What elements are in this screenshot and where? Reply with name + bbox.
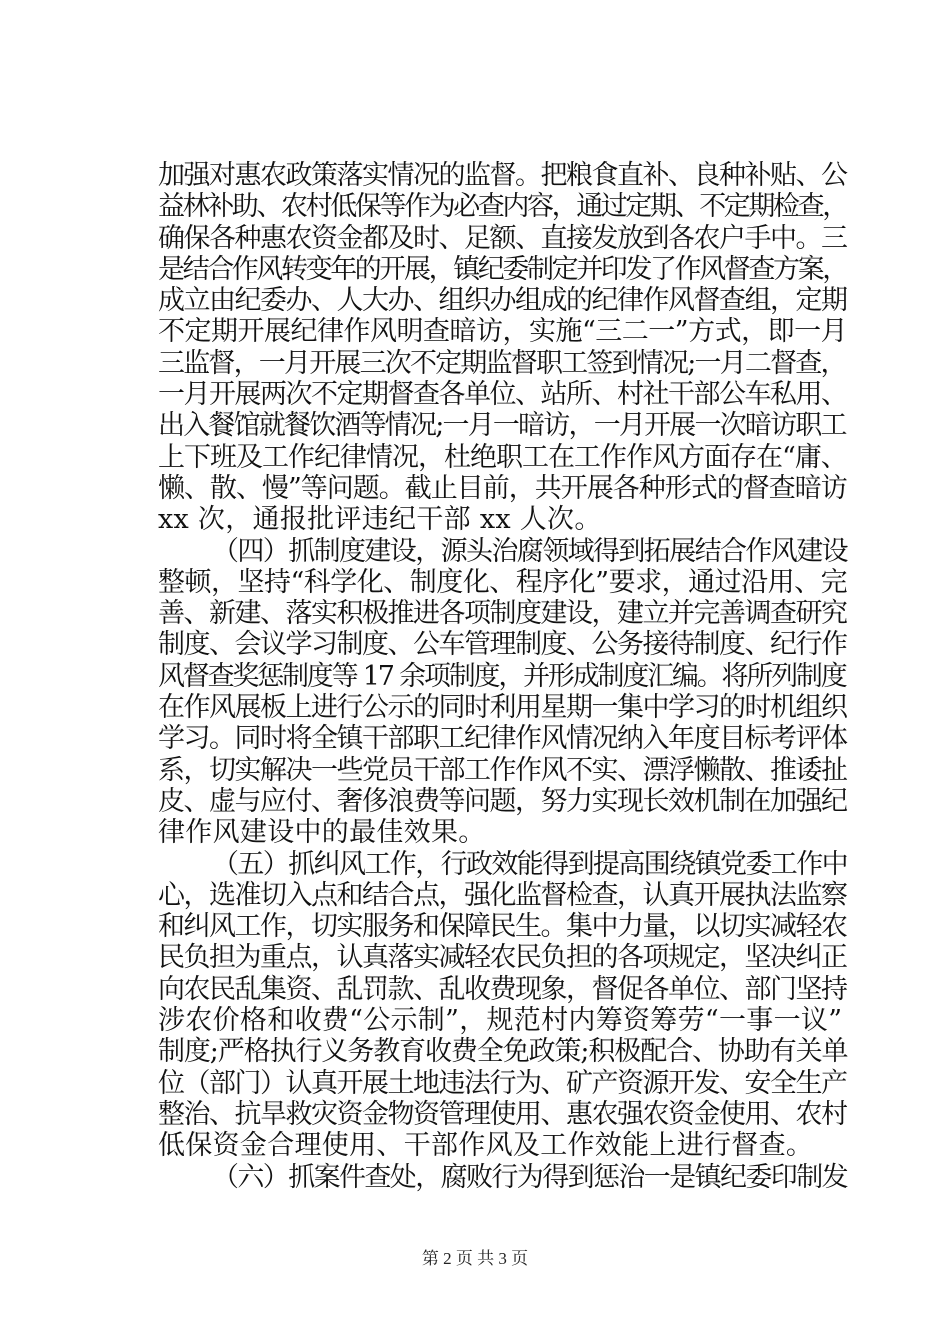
section-heading-line: （四）抓制度建设，源头治腐领域得到拓展结合作风建设 (212, 535, 847, 567)
text-line: 成立由纪委办、人大办、组织办组成的纪律作风督查组，定期 (158, 285, 847, 317)
text-line: 低保资金合理使用、干部作风及工作效能上进行督查。 (158, 1130, 814, 1162)
text-line: 制度、会议学习制度、公车管理制度、公务接待制度、纪行作 (158, 629, 847, 661)
text-line: 三监督，一月开展三次不定期监督职工签到情况;一月二督查， (158, 347, 846, 379)
text-line: 位（部门）认真开展土地违法行为、矿产资源开发、安全生产 (158, 1067, 847, 1099)
section-heading-line: （五）抓纠风工作，行政效能得到提高围绕镇党委工作中 (212, 848, 847, 880)
text-line: 一月开展两次不定期督查各单位、站所、村社干部公车私用、 (158, 379, 847, 411)
page-footer: 第 2 页 共 3 页 (421, 1249, 529, 1268)
text-line: 在作风展板上进行公示的同时利用星期一集中学习的时机组织 (158, 692, 847, 724)
text-line: 上下班及工作纪律情况，杜绝职工在工作作风方面存在“庸、 (158, 441, 847, 473)
text-line: xx 次，通报批评违纪干部 xx 人次。 (158, 504, 602, 536)
text-line: 懒、散、慢”等问题。截止目前，共开展各种形式的督查暗访 (158, 472, 847, 504)
text-line: 皮、虚与应付、奢侈浪费等问题，努力实现长效机制在加强纪 (158, 785, 847, 817)
text-line: 出入餐馆就餐饮酒等情况;一月一暗访，一月开展一次暗访职工 (158, 410, 846, 442)
text-line: 益林补助、农村低保等作为必查内容，通过定期、不定期检查， (158, 191, 847, 223)
text-line: 善、新建、落实积极推进各项制度建设，建立并完善调查研究 (158, 598, 847, 630)
text-line: 涉农价格和收费“公示制”，规范村内筹资筹劳“一事一议” (158, 1005, 843, 1037)
text-line: 向农民乱集资、乱罚款、乱收费现象，督促各单位、部门坚持 (158, 973, 847, 1005)
section-heading-line: （六）抓案件查处，腐败行为得到惩治一是镇纪委印制发 (212, 1161, 847, 1193)
text-line: 不定期开展纪律作风明查暗访，实施“三二一”方式，即一月 (158, 316, 848, 348)
text-line: 制度;严格执行义务教育收费全免政策;积极配合、协助有关单 (158, 1036, 848, 1068)
document-body (158, 160, 848, 1193)
text-line: 整治、抗旱救灾资金物资管理使用、惠农强农资金使用、农村 (158, 1098, 847, 1130)
text-line: 系，切实解决一些党员干部工作作风不实、漂浮懒散、推诿扯 (158, 754, 847, 786)
text-line: 和纠风工作，切实服务和保障民生。集中力量，以切实减轻农 (158, 911, 847, 943)
text-line: 民负担为重点，认真落实减轻农民负担的各项规定，坚决纠正 (158, 942, 847, 974)
text-line: 心，选准切入点和结合点，强化监督检查，认真开展执法监察 (158, 879, 847, 911)
text-line: 风督查奖惩制度等 17 余项制度，并形成制度汇编。将所列制度 (158, 660, 846, 692)
text-line: 是结合作风转变年的开展，镇纪委制定并印发了作风督查方案， (158, 253, 847, 285)
text-line: 加强对惠农政策落实情况的监督。把粮食直补、良种补贴、公 (158, 160, 847, 191)
text-line: 学习。同时将全镇干部职工纪律作风情况纳入年度目标考评体 (158, 723, 847, 755)
text-line: 律作风建设中的最佳效果。 (158, 817, 486, 849)
text-line: 整顿，坚持“科学化、制度化、程序化”要求，通过沿用、完 (158, 566, 848, 598)
text-line: 确保各种惠农资金都及时、足额、直接发放到各农户手中。三 (158, 222, 847, 254)
